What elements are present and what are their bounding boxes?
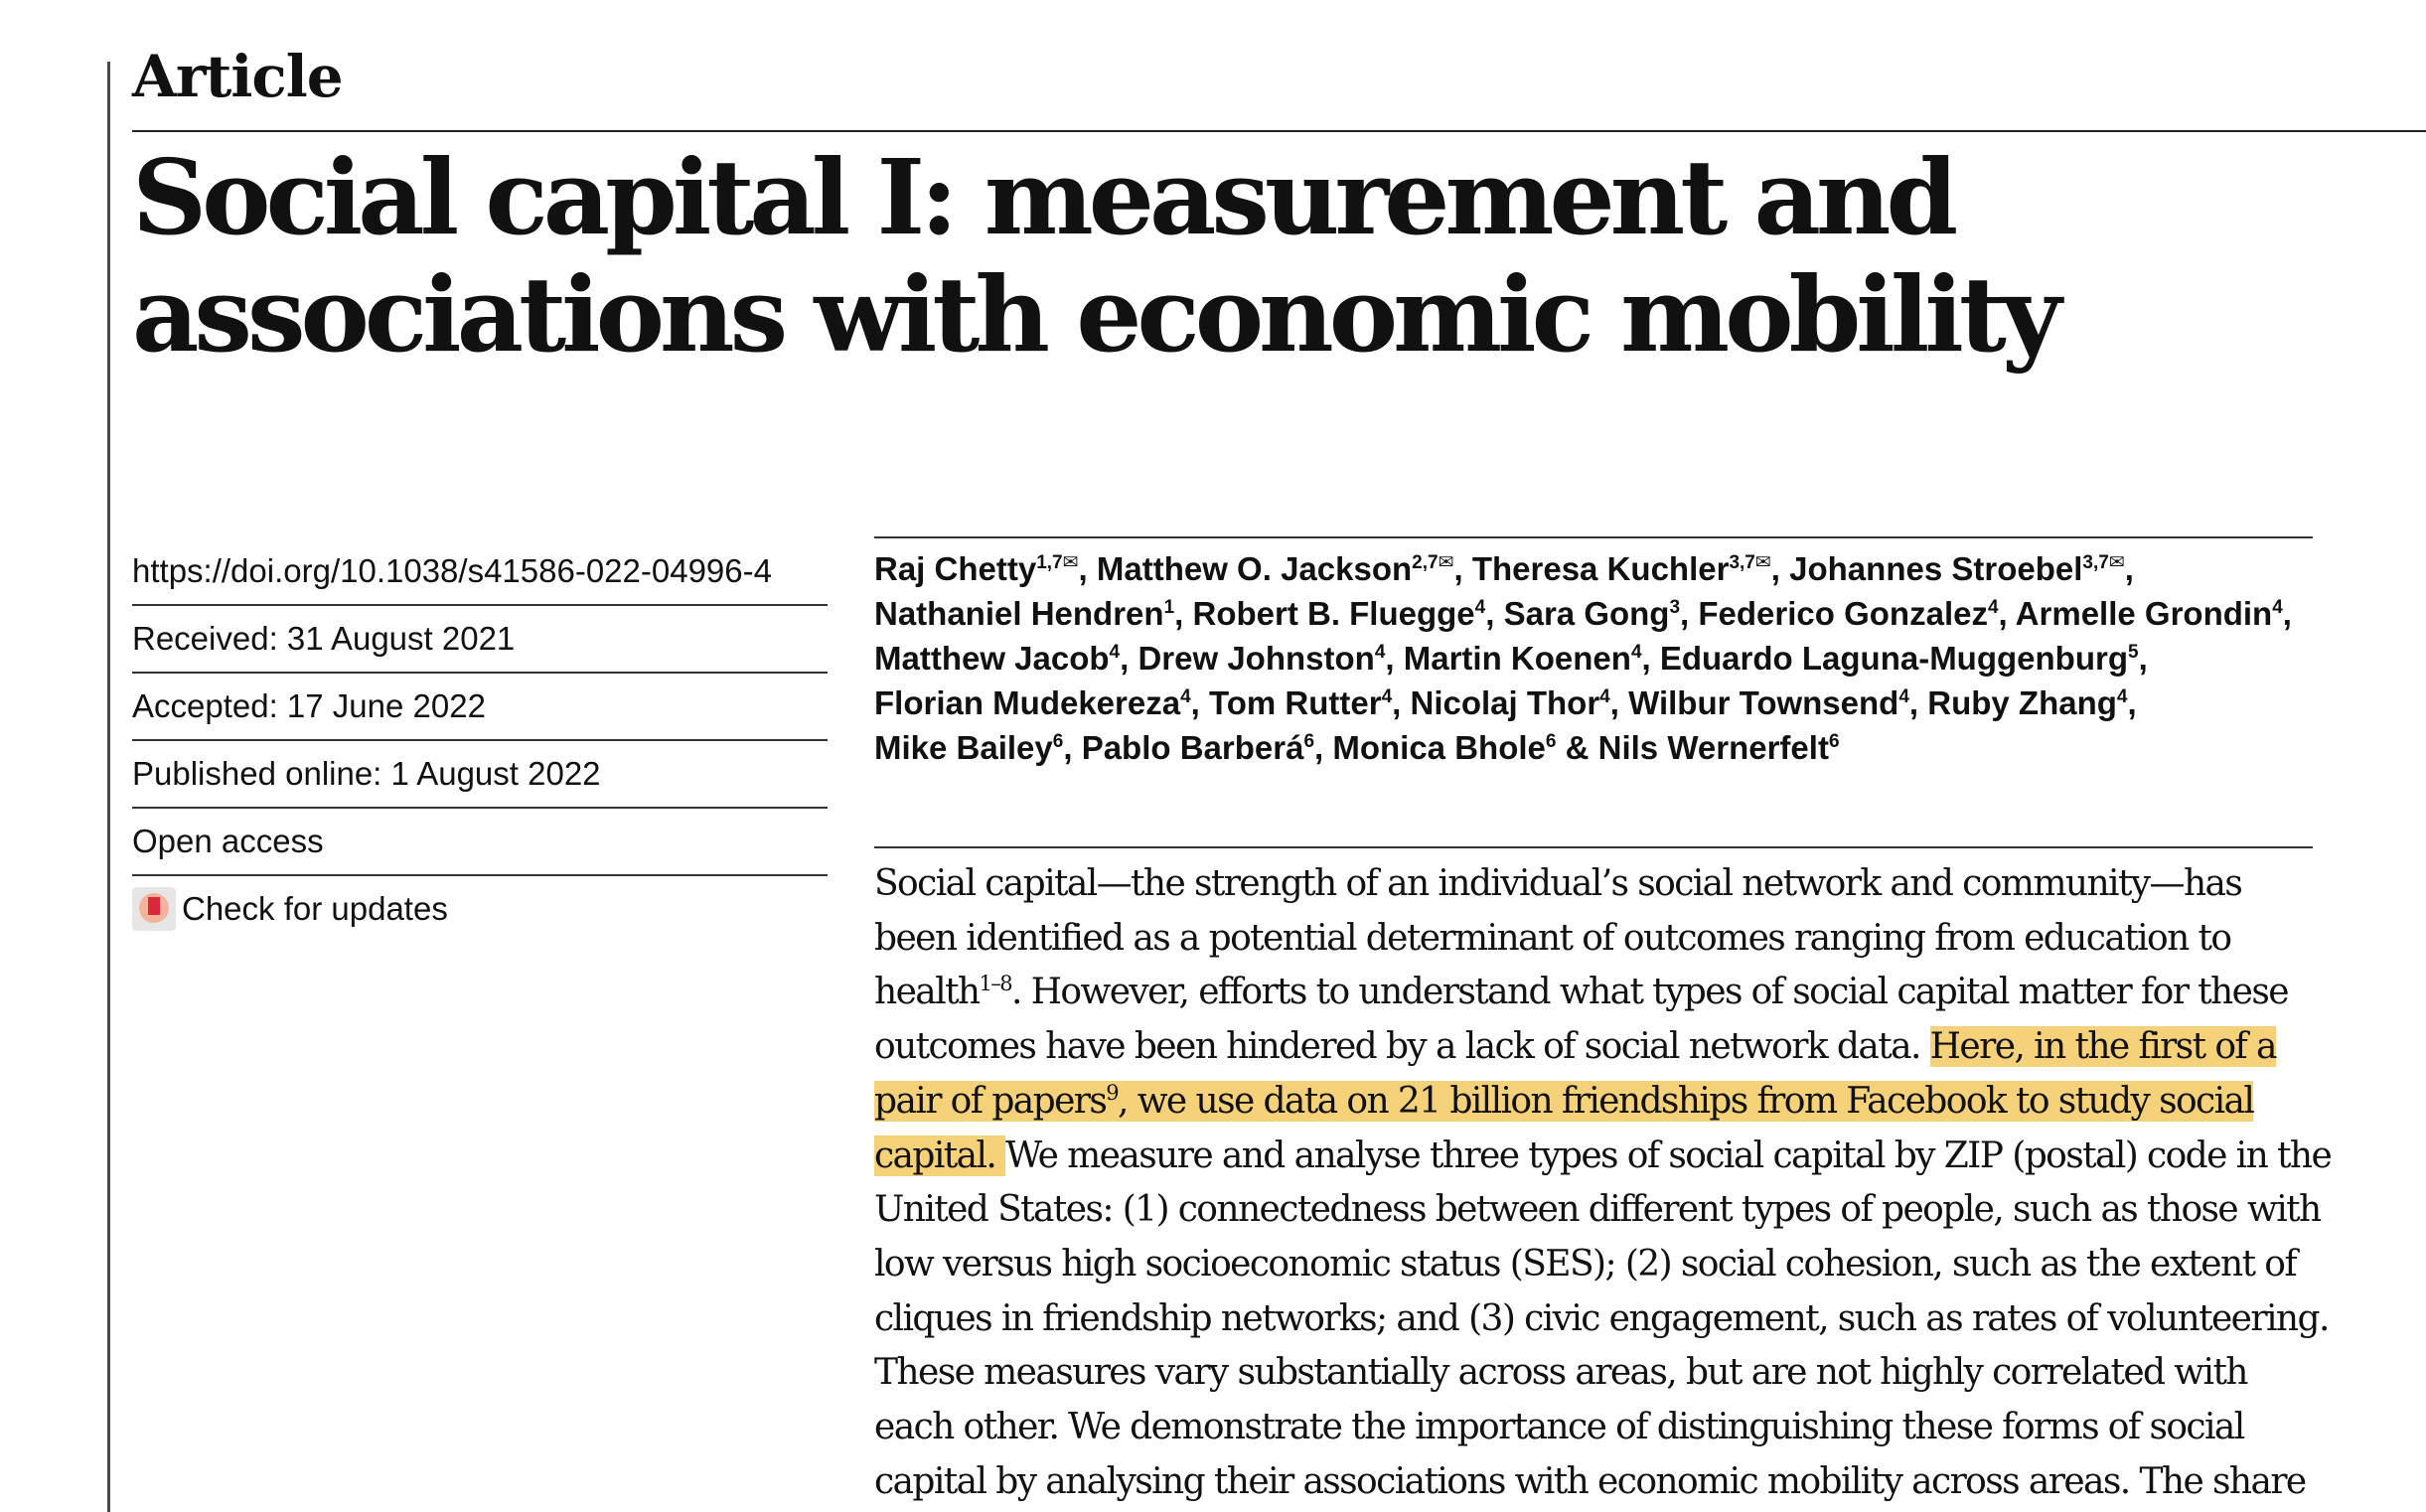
author-name[interactable]: Pablo Barberá	[1081, 729, 1304, 766]
author-affiliation: 1	[1163, 597, 1175, 618]
author-separator: ,	[2124, 550, 2134, 587]
author-name[interactable]: Federico Gonzalez	[1698, 595, 1988, 632]
highlighted-text: pair of papers$^9$, we use data on 21 billion friendships from Facebook to study social	[874, 1080, 2254, 1122]
doi-link[interactable]: https://doi.org/10.1038/s41586-022-04996-4	[132, 552, 772, 589]
author-name[interactable]: Matthew O. Jackson	[1096, 550, 1413, 587]
highlighted-text: capital.	[874, 1134, 1006, 1176]
abstract-divider	[874, 846, 2313, 848]
author-separator: ,	[1770, 550, 1790, 587]
author-affiliation: 6	[1828, 731, 1840, 752]
author-separator: ,	[1314, 729, 1333, 766]
abstract-line: United States: (1) connectedness between different types of people, such as those with	[874, 1189, 2321, 1231]
open-access-label: Open access	[132, 807, 828, 874]
author-affiliation: 4	[2272, 597, 2283, 618]
author-separator: ,	[2127, 684, 2137, 721]
author-separator: ,	[1174, 595, 1193, 632]
author-list	[874, 546, 2325, 770]
author-separator: ,	[1392, 684, 1411, 721]
author-separator: ,	[1609, 684, 1629, 721]
envelope-icon[interactable]: ✉	[1754, 552, 1771, 573]
check-for-updates-icon	[132, 887, 176, 931]
accepted-date: Accepted: 17 June 2022	[132, 672, 828, 739]
author-separator: ,	[1998, 595, 2016, 632]
author-affiliation: 3,7✉	[2082, 552, 2125, 573]
author-line	[874, 680, 2325, 725]
author-name[interactable]: Theresa Kuchler	[1471, 550, 1730, 587]
author-separator: ,	[1063, 729, 1082, 766]
abstract-line: outcomes have been hindered by a lack of social network data. Here, in the first of a	[874, 1026, 2276, 1068]
author-line	[874, 725, 2325, 770]
author-separator: ,	[2282, 595, 2292, 632]
author-separator: ,	[1908, 684, 1928, 721]
author-separator: ,	[1120, 640, 1138, 677]
abstract-line: These measures vary substantially across areas, but are not highly correlated with	[874, 1352, 2247, 1394]
author-name[interactable]: Tom Rutter	[1209, 684, 1382, 721]
author-separator: ,	[1680, 595, 1699, 632]
author-affiliation: 4	[1381, 686, 1393, 707]
author-affiliation: 4	[1109, 642, 1121, 663]
header-divider	[132, 130, 2426, 132]
envelope-icon[interactable]: ✉	[1438, 552, 1454, 573]
authors-divider	[874, 536, 2313, 538]
author-affiliation: 5	[2127, 642, 2139, 663]
author-name[interactable]: Mike Bailey	[874, 729, 1053, 766]
author-name[interactable]: Robert B. Fluegge	[1192, 595, 1475, 632]
author-name[interactable]: Nils Wernerfelt	[1597, 729, 1829, 766]
abstract-line: Social capital—the strength of an individual’s social network and community—has	[874, 863, 2242, 904]
abstract-line: health$^{1-8}$. However, efforts to understand what types of social capital matter for these	[874, 972, 2288, 1013]
author-affiliation: 4	[1898, 686, 1909, 707]
citation-ref[interactable]: 1–8	[979, 972, 1011, 996]
author-affiliation: 4	[2116, 686, 2128, 707]
author-affiliation: 2,7✉	[1412, 552, 1454, 573]
author-name[interactable]: Ruby Zhang	[1927, 684, 2117, 721]
author-separator: &	[1556, 729, 1598, 766]
author-line	[874, 636, 2325, 680]
author-separator: ,	[1190, 684, 1210, 721]
author-separator: ,	[2138, 640, 2148, 677]
article-type-label: Article	[132, 43, 343, 110]
author-name[interactable]: Wilbur Townsend	[1628, 684, 1899, 721]
author-separator: ,	[1485, 595, 1504, 632]
author-affiliation: 4	[1474, 597, 1486, 618]
author-affiliation: 6	[1545, 731, 1557, 752]
abstract-line: cliques in friendship networks; and (3) civic engagement, such as rates of volunteering.	[874, 1297, 2329, 1339]
abstract	[874, 857, 2345, 1509]
author-name[interactable]: Nathaniel Hendren	[874, 595, 1164, 632]
abstract-line	[874, 1075, 2345, 1130]
envelope-icon[interactable]: ✉	[2108, 552, 2125, 573]
published-date: Published online: 1 August 2022	[132, 739, 828, 807]
author-name[interactable]: Raj Chetty	[874, 550, 1037, 587]
abstract-line: capital by analysing their associations with economic mobility across areas. The share	[874, 1460, 2306, 1502]
envelope-icon[interactable]: ✉	[1062, 552, 1079, 573]
author-name[interactable]: Armelle Grondin	[2015, 595, 2273, 632]
author-name[interactable]: Monica Bhole	[1332, 729, 1546, 766]
author-affiliation: 3,7✉	[1729, 552, 1771, 573]
left-margin-rule	[107, 62, 110, 1512]
author-affiliation: 4	[1630, 642, 1642, 663]
citation-ref[interactable]: 9	[1106, 1080, 1119, 1105]
abstract-line: each other. We demonstrate the importance of distinguishing these forms of social	[874, 1407, 2244, 1448]
article-metadata	[132, 538, 828, 942]
author-name[interactable]: Martin Koenen	[1403, 640, 1631, 677]
author-affiliation: 3	[1669, 597, 1681, 618]
received-date: Received: 31 August 2021	[132, 604, 828, 672]
author-affiliation: 4	[1374, 642, 1386, 663]
abstract-line: capital. We measure and analyse three types of social capital by ZIP (postal) code in the	[874, 1134, 2332, 1176]
highlighted-text: Here, in the first of a	[1929, 1026, 2276, 1068]
author-line	[874, 591, 2325, 636]
abstract-line: low versus high socioeconomic status (SES); (2) social cohesion, such as the extent of	[874, 1243, 2297, 1285]
author-separator: ,	[1453, 550, 1472, 587]
author-name[interactable]: Sara Gong	[1503, 595, 1670, 632]
check-for-updates-label: Check for updates	[182, 890, 448, 927]
title-line-2: associations with economic mobility	[132, 253, 2057, 376]
abstract-line: been identified as a potential determinant of outcomes ranging from education to	[874, 917, 2231, 959]
author-affiliation: 6	[1052, 731, 1064, 752]
author-affiliation: 6	[1303, 731, 1315, 752]
author-name[interactable]: Matthew Jacob	[874, 640, 1110, 677]
author-separator: ,	[1641, 640, 1660, 677]
check-for-updates-button[interactable]	[132, 874, 828, 942]
author-name[interactable]: Eduardo Laguna-Muggenburg	[1659, 640, 2128, 677]
author-affiliation: 1,7✉	[1036, 552, 1079, 573]
author-separator: ,	[1078, 550, 1097, 587]
author-name[interactable]: Drew Johnston	[1137, 640, 1375, 677]
author-line	[874, 546, 2325, 591]
author-name[interactable]: Nicolaj Thor	[1410, 684, 1600, 721]
author-name[interactable]: Florian Mudekereza	[874, 684, 1181, 721]
author-affiliation: 4	[1599, 686, 1610, 707]
author-affiliation: 4	[1987, 597, 1999, 618]
author-separator: ,	[1385, 640, 1404, 677]
author-affiliation: 4	[1180, 686, 1191, 707]
article-title	[132, 136, 2218, 376]
author-name[interactable]: Johannes Stroebel	[1789, 550, 2083, 587]
title-line-1: Social capital I: measurement and	[132, 136, 1954, 258]
